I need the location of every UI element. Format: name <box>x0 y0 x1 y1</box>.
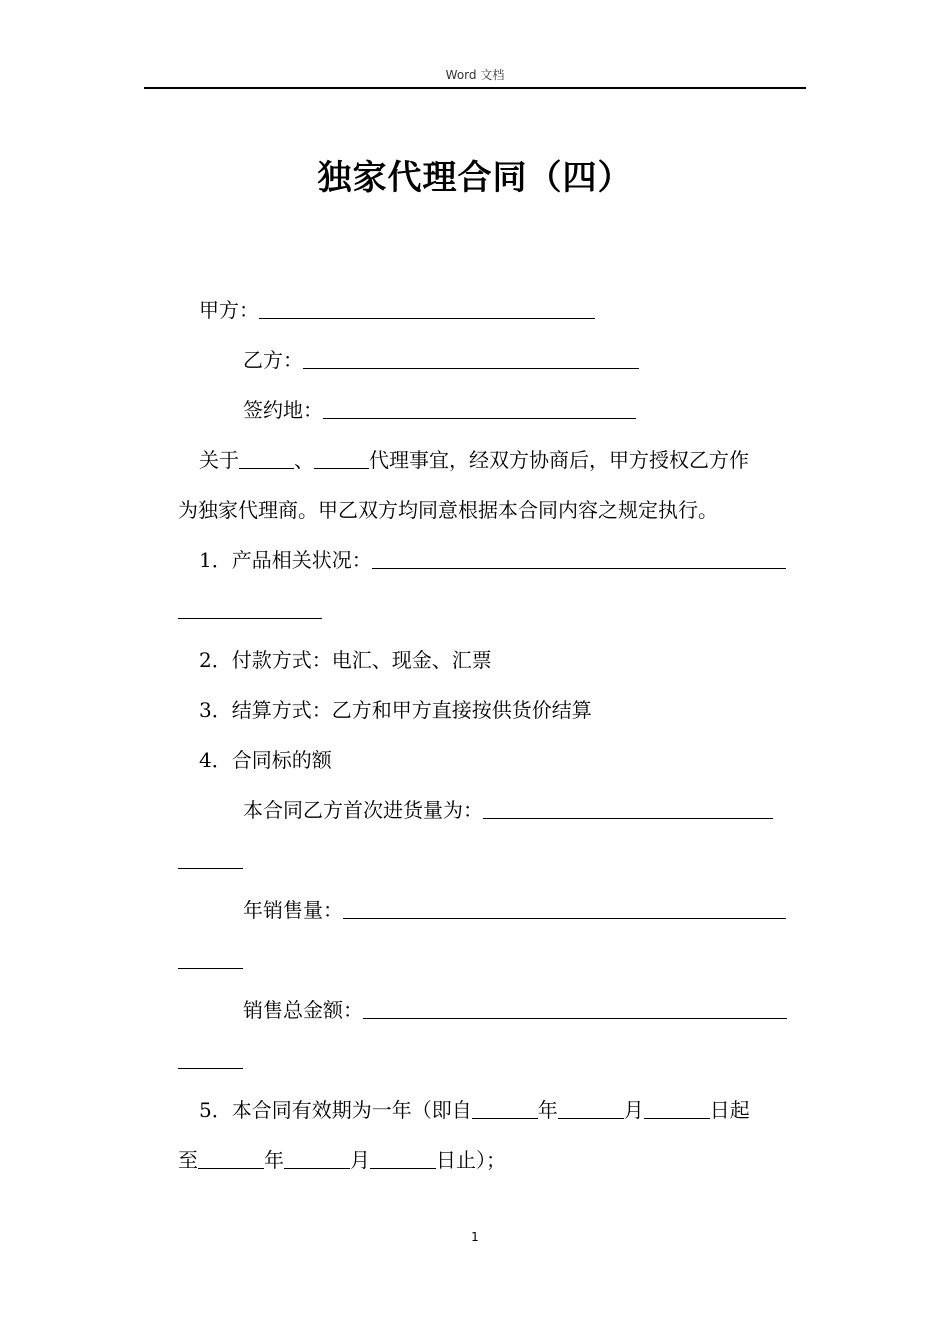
item-5-continuation <box>178 1145 506 1175</box>
start-year-blank <box>472 1098 538 1119</box>
intro-text-1: 关于 <box>199 448 239 472</box>
item-1-continuation <box>178 595 322 625</box>
end-year-blank <box>198 1148 264 1169</box>
item-1-blank <box>372 548 786 569</box>
signing-place-blank <box>323 398 636 419</box>
item-1-line <box>199 545 786 575</box>
start-day-label: 日起 <box>709 1098 750 1122</box>
annual-sales-line <box>243 895 786 925</box>
item-5-label: 5．本合同有效期为一年（即自 <box>199 1098 472 1122</box>
document-title: 独家代理合同（四） <box>317 158 633 198</box>
item-1-label: 1．产品相关状况： <box>199 548 372 572</box>
page-number: 1 <box>471 1230 479 1244</box>
end-to-label: 至 <box>178 1148 198 1172</box>
item-4-line: 4．合同标的额 <box>199 748 332 772</box>
total-sales-blank-continued <box>178 1048 243 1069</box>
total-sales-label: 销售总金额： <box>243 998 363 1022</box>
intro-text-2: 代理事宜，经双方协商后，甲方授权乙方作 <box>369 448 749 472</box>
signing-place-label: 签约地： <box>243 398 323 422</box>
start-month-blank <box>558 1098 624 1119</box>
annual-sales-continuation <box>178 945 243 975</box>
product-blank-1 <box>239 448 294 469</box>
annual-sales-blank-continued <box>178 948 243 969</box>
end-day-label: 日止）； <box>436 1148 506 1172</box>
signing-place-line <box>243 395 636 425</box>
party-a-line <box>199 295 595 325</box>
end-month-label: 月 <box>350 1148 370 1172</box>
party-b-line <box>243 345 639 375</box>
start-day-blank <box>644 1098 710 1119</box>
first-order-blank <box>483 798 773 819</box>
start-month-label: 月 <box>623 1098 644 1122</box>
intro-separator: 、 <box>294 448 314 472</box>
annual-sales-label: 年销售量： <box>243 898 343 922</box>
first-order-continuation <box>178 845 243 875</box>
start-year-label: 年 <box>537 1098 558 1122</box>
intro-line-1 <box>199 445 749 475</box>
party-a-label: 甲方： <box>199 298 259 322</box>
item-2-line: 2．付款方式：电汇、现金、汇票 <box>199 648 492 672</box>
total-sales-blank <box>363 998 787 1019</box>
total-sales-continuation <box>178 1045 243 1075</box>
intro-line-2: 为独家代理商。甲乙双方均同意根据本合同内容之规定执行。 <box>178 498 718 522</box>
item-1-blank-continued <box>178 598 322 619</box>
product-blank-2 <box>314 448 369 469</box>
annual-sales-blank <box>343 898 786 919</box>
page-header: Word 文档 <box>445 68 505 82</box>
party-a-blank <box>259 298 595 319</box>
end-day-blank <box>370 1148 436 1169</box>
party-b-blank <box>303 348 639 369</box>
first-order-label: 本合同乙方首次进货量为： <box>243 798 483 822</box>
item-3-line: 3．结算方式：乙方和甲方直接按供货价结算 <box>199 698 592 722</box>
first-order-blank-continued <box>178 848 243 869</box>
end-month-blank <box>284 1148 350 1169</box>
item-5-line <box>199 1095 750 1125</box>
party-b-label: 乙方： <box>243 348 303 372</box>
header-rule <box>144 87 806 89</box>
first-order-line <box>243 795 773 825</box>
total-sales-line <box>243 995 787 1025</box>
end-year-label: 年 <box>264 1148 284 1172</box>
